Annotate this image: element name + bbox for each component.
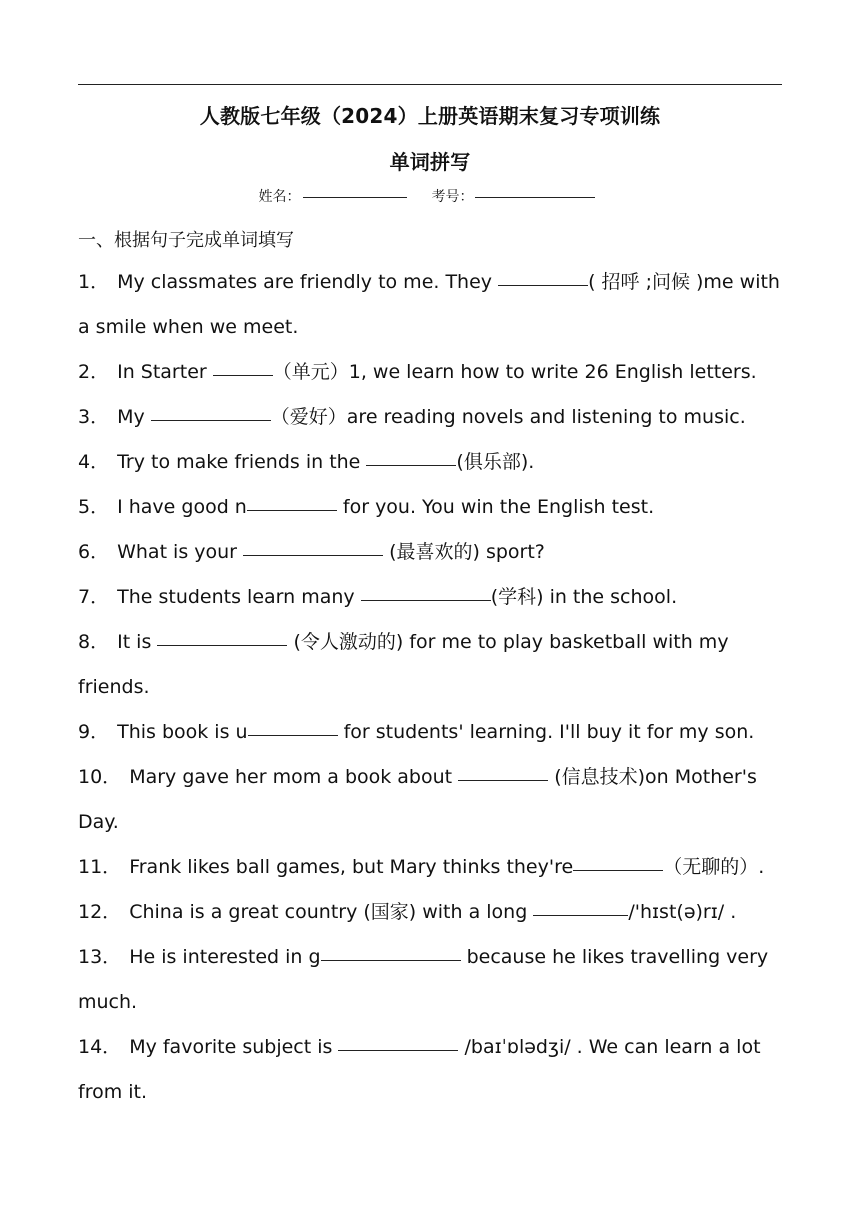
question-number: 7． [78, 586, 110, 608]
question-1 [78, 260, 784, 350]
question-text-before: Mary gave her mom a book about [129, 766, 459, 788]
question-8 [78, 620, 784, 710]
question-text-after: (令人激动的) for me to play basketball with my friends. [78, 631, 729, 698]
question-number: 14． [78, 1036, 122, 1058]
question-number: 12． [78, 901, 122, 923]
question-text-before: The students learn many [117, 586, 361, 608]
question-12 [78, 890, 784, 935]
question-number: 4． [78, 451, 110, 473]
question-text-after: (俱乐部). [456, 451, 535, 473]
answer-blank[interactable] [151, 420, 271, 421]
name-label: 姓名： [258, 189, 301, 205]
answer-blank[interactable] [361, 600, 491, 601]
question-10 [78, 755, 784, 845]
question-number: 2． [78, 361, 110, 383]
answer-blank[interactable] [366, 465, 456, 466]
question-text-before: My classmates are friendly to me. They [117, 271, 499, 293]
question-text-before: It is [117, 631, 158, 653]
question-text-after: (学科) in the school. [490, 586, 678, 608]
question-text-before: Frank likes ball games, but Mary thinks they're [129, 856, 574, 878]
question-text-after: （无聊的）. [663, 856, 765, 878]
question-number: 6． [78, 541, 110, 563]
question-number: 3． [78, 406, 110, 428]
answer-blank[interactable] [321, 960, 461, 961]
answer-blank[interactable] [533, 915, 628, 916]
question-text-before: I have good n [117, 496, 247, 518]
question-number: 5． [78, 496, 110, 518]
page-title: 人教版七年级（2024）上册英语期末复习专项训练 [199, 104, 661, 128]
id-blank[interactable] [475, 197, 595, 198]
question-list [78, 260, 784, 1115]
answer-blank[interactable] [573, 870, 663, 871]
question-text-before: What is your [117, 541, 244, 563]
answer-blank[interactable] [157, 645, 287, 646]
question-text-after: (信息技术)on Mother's Day. [78, 766, 757, 833]
question-13 [78, 935, 784, 1025]
answer-blank[interactable] [247, 510, 337, 511]
question-2 [78, 350, 784, 395]
question-text-before: My [117, 406, 151, 428]
question-text-after: (最喜欢的) sport? [383, 541, 545, 563]
answer-blank[interactable] [498, 285, 588, 286]
question-text-before: My favorite subject is [129, 1036, 339, 1058]
name-blank[interactable] [303, 197, 407, 198]
section-heading: 一、根据句子完成单词填写 [78, 230, 294, 251]
question-7 [78, 575, 784, 620]
question-6 [78, 530, 784, 575]
answer-blank[interactable] [213, 375, 273, 376]
question-text-after: for you. You win the English test. [336, 496, 655, 518]
question-text-after: ( 招呼 ;问候 )me with a smile when we meet. [78, 271, 780, 338]
question-number: 8． [78, 631, 110, 653]
question-number: 10． [78, 766, 122, 788]
question-number: 13． [78, 946, 122, 968]
question-11 [78, 845, 784, 890]
question-9 [78, 710, 784, 755]
question-text-before: In Starter [117, 361, 213, 383]
question-4 [78, 440, 784, 485]
question-text-after: /'hɪst(ə)rɪ/ . [628, 901, 737, 923]
question-text-before: Try to make friends in the [117, 451, 367, 473]
question-text-after: for students' learning. I'll buy it for my son. [337, 721, 755, 743]
question-14 [78, 1025, 784, 1115]
answer-blank[interactable] [458, 780, 548, 781]
answer-blank[interactable] [243, 555, 383, 556]
question-text-after: （单元）1, we learn how to write 26 English letters. [272, 361, 757, 383]
question-number: 1． [78, 271, 110, 293]
top-rule [78, 84, 782, 85]
question-text-after: /baɪˈɒlədʒi/ . We can learn a lot from it. [78, 1036, 761, 1103]
student-info-line [0, 186, 860, 206]
question-text-after: because he likes travelling very much. [78, 946, 769, 1013]
question-text-before: He is interested in g [129, 946, 321, 968]
question-3 [78, 395, 784, 440]
answer-blank[interactable] [248, 735, 338, 736]
id-label: 考号： [431, 189, 474, 205]
question-number: 9． [78, 721, 110, 743]
question-text-before: China is a great country (国家) with a long [129, 901, 534, 923]
question-text-before: This book is u [117, 721, 248, 743]
question-text-after: （爱好）are reading novels and listening to music. [270, 406, 746, 428]
question-number: 11． [78, 856, 122, 878]
answer-blank[interactable] [338, 1050, 458, 1051]
page-subtitle: 单词拼写 [389, 150, 471, 174]
question-5 [78, 485, 784, 530]
